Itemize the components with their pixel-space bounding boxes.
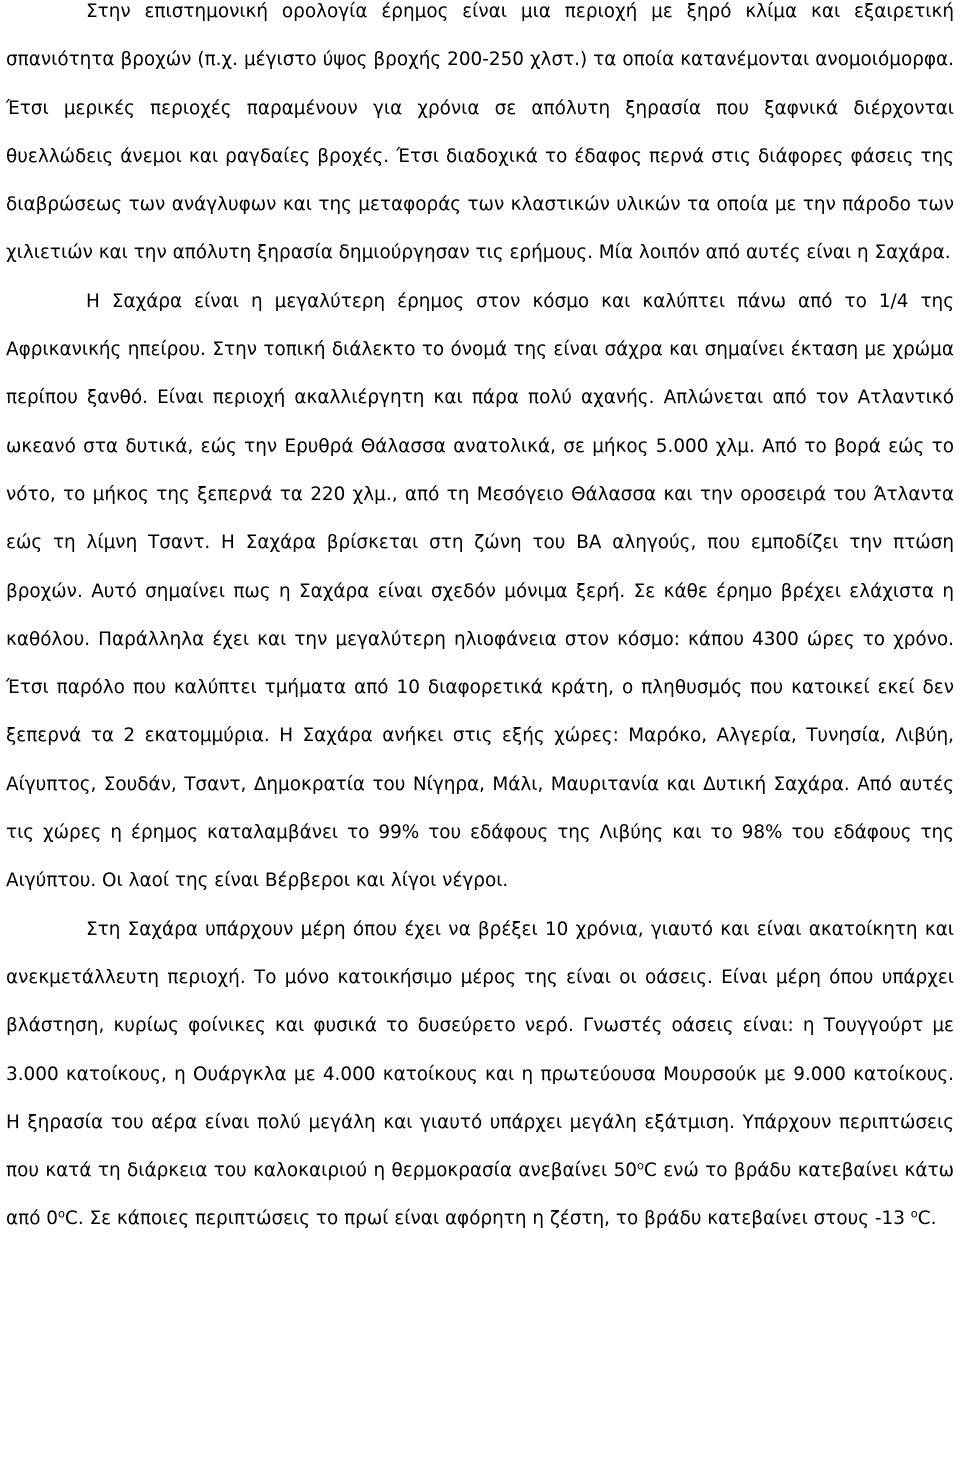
degree-superscript: ο bbox=[58, 1207, 65, 1222]
paragraph-text: C. Σε κάποιες περιπτώσεις το πρωί είναι αφόρητη η ζέστη, το βράδυ κατεβαίνει στους -13 bbox=[64, 1208, 911, 1230]
degree-superscript: ο bbox=[637, 1158, 644, 1173]
paragraph-desert-definition bbox=[6, 0, 954, 278]
paragraph-text: Η Σαχάρα είναι η μεγαλύτερη έρημος στον κόσμο και καλύπτει πάνω από το 1/4 της Αφρικανικής ηπείρου. Στην τοπική διάλεκτο το όνομά της είναι σάχρα και σημαίνει έκταση με χρώμα περίπου ξανθό. Είναι περιοχή ακαλλιέργητη και πάρα πολύ αχανής. Απλώνεται από τον Ατλαντικό ωκεανό στα δυτικά, εώς την Ερυθρά Θάλασσα ανατολικά, σε μήκος 5.000 χλμ. Από το βορά εώς το νότο, το μήκος της ξεπερνά τα 220 χλμ., από τη Μεσόγειο Θάλασσα και την οροσειρά του Άτλαντα εώς τη λίμνη Τσαντ. Η Σαχάρα βρίσκεται στη ζώνη του ΒΑ αληγούς, που εμποδίζει την πτώση βροχών. Αυτό σημαίνει πως η Σαχάρα είναι σχεδόν μόνιμα ξερή. Σε κάθε έρημο βρέχει ελάχιστα η καθόλου. Παράλληλα έχει και την μεγαλύτερη ηλιοφάνεια στον κόσμο: κάπου 4300 ώρες το χρόνο. Έτσι παρόλο που καλύπτει τμήματα από 10 διαφορετικά κράτη, ο πληθυσμός που κατοικεί εκεί δεν ξεπερνά τα 2 εκατομμύρια. Η Σαχάρα ανήκει στις εξής χώρες: Μαρόκο, Αλγερία, Τυνησία, Λιβύη, Αίγυπτος, Σουδάν, Τσαντ, Δημοκρατία του Νίγηρα, Μάλι, Μαυριτανία και Δυτική Σαχάρα. Από αυτές τις χώρες η έρημος καταλαμβάνει το 99% του εδάφους της Λιβύης και το 98% του εδάφους της Αιγύπτου. Οι λαοί της είναι Βέρβεροι και λίγοι νέγροι. bbox=[6, 290, 954, 892]
degree-superscript: ο bbox=[910, 1207, 918, 1222]
document-page bbox=[6, 0, 954, 1244]
paragraph-sahara-climate bbox=[6, 906, 954, 1244]
paragraph-text: Στη Σαχάρα υπάρχουν μέρη όπου έχει να βρέξει 10 χρόνια, γιαυτό και είναι ακατοίκητη και ανεκμετάλλευτη περιοχή. Το μόνο κατοικήσιμο μέρος της είναι οι οάσεις. Είναι μέρη όπου υπάρχει βλάστηση, κυρίως φοίνικες και φυσικά το δυσεύρετο νερό. Γνωστές οάσεις είναι: η Τουγγούρτ με 3.000 κατοίκους, η Ουάργκλα με 4.000 κατοίκους και η πρωτεύουσα Μουρσούκ με 9.000 κατοίκους. Η ξηρασία του αέρα είναι πολύ μεγάλη και γιαυτό υπάρχει μεγάλη εξάτμιση. Υπάρχουν περιπτώσεις που κατά τη διάρκεια του καλοκαιριού η θερμοκρασία ανεβαίνει 50 bbox=[6, 918, 954, 1182]
paragraph-text: C. bbox=[917, 1208, 937, 1230]
paragraph-sahara-overview bbox=[6, 278, 954, 906]
paragraph-text: Στην επιστημονική ορολογία έρημος είναι μια περιοχή με ξηρό κλίμα και εξαιρετική σπανιότητα βροχών (π.χ. μέγιστο ύψος βροχής 200-250 χλστ.) τα οποία κατανέμονται ανομοιόμορφα. Έτσι μερικές περιοχές παραμένουν για χρόνια σε απόλυτη ξηρασία που ξαφνικά διέρχονται θυελλώδεις άνεμοι και ραγδαίες βροχές. Έτσι διαδοχικά το έδαφος περνά στις διάφορες φάσεις της διαβρώσεως των ανάγλυφων και της μεταφοράς των κλαστικών υλικών τα οποία με την πάροδο των χιλιετιών και την απόλυτη ξηρασία δημιούργησαν τις ερήμους. Μία λοιπόν από αυτές είναι η Σαχάρα. bbox=[6, 1, 954, 264]
paragraph-text: C ενώ το βράδυ κατεβαίνει κάτω από 0 bbox=[6, 1160, 954, 1230]
